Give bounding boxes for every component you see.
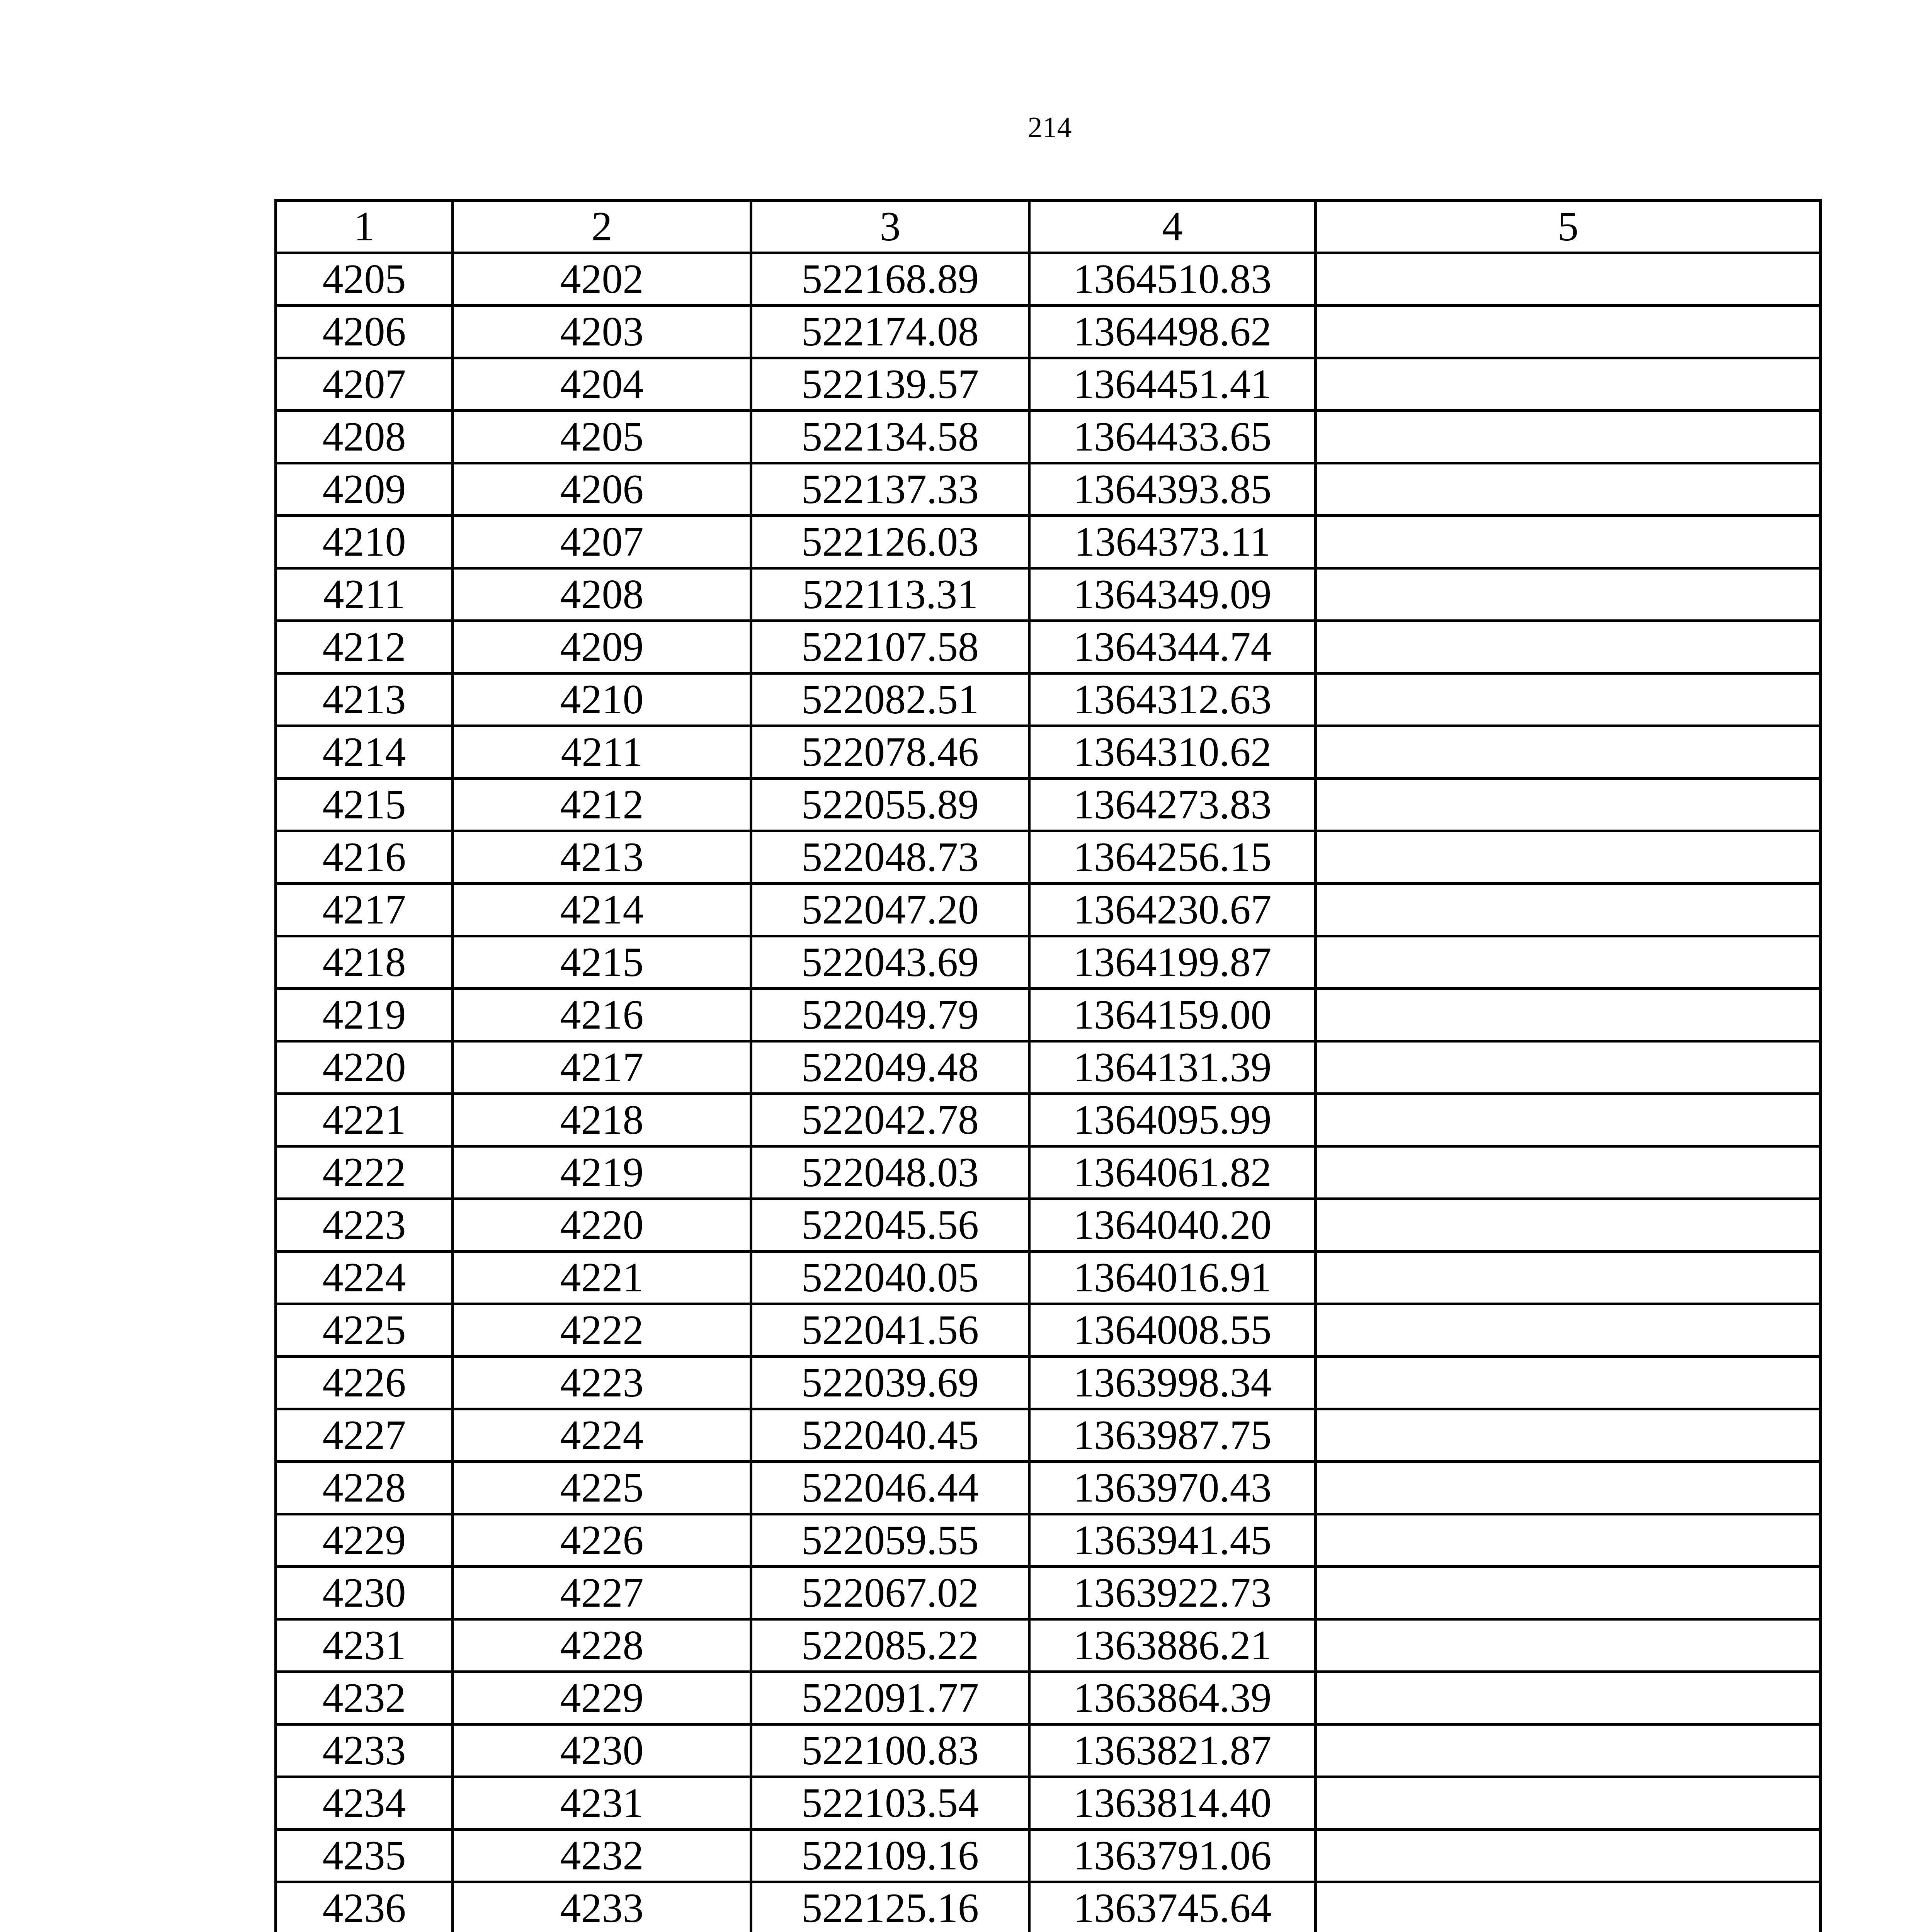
x-coordinate-cell: 522107.58 [751,621,1029,673]
point-number-cell: 4212 [276,621,453,673]
note-cell [1316,1567,1821,1619]
point-number-cell: 4234 [276,1777,453,1830]
x-coordinate-cell: 522039.69 [751,1357,1029,1409]
table-row [276,1146,1821,1199]
header-cell-col3: 3 [751,201,1029,253]
y-coordinate-cell: 1364312.63 [1029,673,1316,726]
y-coordinate-cell: 1364061.82 [1029,1146,1316,1199]
x-coordinate-cell: 522047.20 [751,884,1029,936]
note-cell [1316,1619,1821,1672]
ref-number-cell: 4225 [453,1462,751,1514]
point-number-cell: 4217 [276,884,453,936]
y-coordinate-cell: 1364008.55 [1029,1304,1316,1357]
table-row [276,463,1821,516]
page-number: 214 [1027,111,1072,144]
ref-number-cell: 4224 [453,1409,751,1462]
note-cell [1316,516,1821,568]
table-row [276,1304,1821,1357]
ref-number-cell: 4215 [453,936,751,989]
x-coordinate-cell: 522043.69 [751,936,1029,989]
point-number-cell: 4205 [276,253,453,306]
ref-number-cell: 4217 [453,1041,751,1094]
ref-number-cell: 4211 [453,726,751,779]
x-coordinate-cell: 522048.03 [751,1146,1029,1199]
ref-number-cell: 4205 [453,411,751,463]
note-cell [1316,726,1821,779]
point-number-cell: 4210 [276,516,453,568]
header-cell-col5: 5 [1316,201,1821,253]
table-row [276,1619,1821,1672]
ref-number-cell: 4230 [453,1725,751,1777]
point-number-cell: 4227 [276,1409,453,1462]
x-coordinate-cell: 522040.45 [751,1409,1029,1462]
table-row [276,1567,1821,1619]
x-coordinate-cell: 522139.57 [751,358,1029,411]
ref-number-cell: 4228 [453,1619,751,1672]
note-cell [1316,1672,1821,1725]
ref-number-cell: 4233 [453,1882,751,1932]
note-cell [1316,1304,1821,1357]
point-number-cell: 4236 [276,1882,453,1932]
x-coordinate-cell: 522134.58 [751,411,1029,463]
table-row [276,411,1821,463]
x-coordinate-cell: 522055.89 [751,779,1029,831]
x-coordinate-cell: 522041.56 [751,1304,1029,1357]
note-cell [1316,936,1821,989]
table-body [276,253,1821,1932]
note-cell [1316,358,1821,411]
note-cell [1316,1199,1821,1252]
table-row [276,1514,1821,1567]
x-coordinate-cell: 522059.55 [751,1514,1029,1567]
x-coordinate-cell: 522137.33 [751,463,1029,516]
point-number-cell: 4226 [276,1357,453,1409]
y-coordinate-cell: 1364016.91 [1029,1252,1316,1304]
note-cell [1316,463,1821,516]
y-coordinate-cell: 1364510.83 [1029,253,1316,306]
note-cell [1316,306,1821,358]
x-coordinate-cell: 522045.56 [751,1199,1029,1252]
note-cell [1316,253,1821,306]
ref-number-cell: 4216 [453,989,751,1041]
note-cell [1316,1462,1821,1514]
table-row [276,1462,1821,1514]
point-number-cell: 4231 [276,1619,453,1672]
point-number-cell: 4213 [276,673,453,726]
table-row [276,1041,1821,1094]
header-cell-col2: 2 [453,201,751,253]
table-row [276,936,1821,989]
ref-number-cell: 4220 [453,1199,751,1252]
ref-number-cell: 4219 [453,1146,751,1199]
y-coordinate-cell: 1364230.67 [1029,884,1316,936]
note-cell [1316,1725,1821,1777]
table-row [276,726,1821,779]
point-number-cell: 4214 [276,726,453,779]
table-row [276,1199,1821,1252]
point-number-cell: 4209 [276,463,453,516]
ref-number-cell: 4213 [453,831,751,884]
header-cell-col1: 1 [276,201,453,253]
note-cell [1316,1830,1821,1882]
table-row [276,568,1821,621]
table-row [276,831,1821,884]
y-coordinate-cell: 1364344.74 [1029,621,1316,673]
y-coordinate-cell: 1363745.64 [1029,1882,1316,1932]
ref-number-cell: 4212 [453,779,751,831]
table-row [276,1357,1821,1409]
y-coordinate-cell: 1363814.40 [1029,1777,1316,1830]
ref-number-cell: 4231 [453,1777,751,1830]
note-cell [1316,1882,1821,1932]
y-coordinate-cell: 1363922.73 [1029,1567,1316,1619]
note-cell [1316,1252,1821,1304]
point-number-cell: 4208 [276,411,453,463]
table-row [276,1252,1821,1304]
x-coordinate-cell: 522049.48 [751,1041,1029,1094]
note-cell [1316,1777,1821,1830]
note-cell [1316,621,1821,673]
ref-number-cell: 4214 [453,884,751,936]
y-coordinate-cell: 1364256.15 [1029,831,1316,884]
note-cell [1316,1357,1821,1409]
note-cell [1316,831,1821,884]
x-coordinate-cell: 522082.51 [751,673,1029,726]
x-coordinate-cell: 522100.83 [751,1725,1029,1777]
ref-number-cell: 4210 [453,673,751,726]
table-row [276,1830,1821,1882]
table-header [276,201,1821,253]
x-coordinate-cell: 522040.05 [751,1252,1029,1304]
x-coordinate-cell: 522126.03 [751,516,1029,568]
point-number-cell: 4233 [276,1725,453,1777]
ref-number-cell: 4207 [453,516,751,568]
x-coordinate-cell: 522078.46 [751,726,1029,779]
x-coordinate-cell: 522125.16 [751,1882,1029,1932]
y-coordinate-cell: 1363987.75 [1029,1409,1316,1462]
point-number-cell: 4218 [276,936,453,989]
ref-number-cell: 4202 [453,253,751,306]
note-cell [1316,1094,1821,1146]
x-coordinate-cell: 522049.79 [751,989,1029,1041]
ref-number-cell: 4221 [453,1252,751,1304]
y-coordinate-cell: 1363941.45 [1029,1514,1316,1567]
point-number-cell: 4224 [276,1252,453,1304]
table-row [276,253,1821,306]
x-coordinate-cell: 522091.77 [751,1672,1029,1725]
y-coordinate-cell: 1364433.65 [1029,411,1316,463]
note-cell [1316,989,1821,1041]
header-row [276,201,1821,253]
x-coordinate-cell: 522085.22 [751,1619,1029,1672]
point-number-cell: 4219 [276,989,453,1041]
x-coordinate-cell: 522048.73 [751,831,1029,884]
table-row [276,516,1821,568]
table-row [276,673,1821,726]
y-coordinate-cell: 1364498.62 [1029,306,1316,358]
note-cell [1316,1514,1821,1567]
y-coordinate-cell: 1363821.87 [1029,1725,1316,1777]
y-coordinate-cell: 1364159.00 [1029,989,1316,1041]
note-cell [1316,779,1821,831]
x-coordinate-cell: 522113.31 [751,568,1029,621]
x-coordinate-cell: 522103.54 [751,1777,1029,1830]
y-coordinate-cell: 1364095.99 [1029,1094,1316,1146]
y-coordinate-cell: 1363970.43 [1029,1462,1316,1514]
table-row [276,358,1821,411]
header-cell-col4: 4 [1029,201,1316,253]
point-number-cell: 4216 [276,831,453,884]
point-number-cell: 4232 [276,1672,453,1725]
ref-number-cell: 4218 [453,1094,751,1146]
note-cell [1316,673,1821,726]
table-row [276,989,1821,1041]
point-number-cell: 4228 [276,1462,453,1514]
point-number-cell: 4225 [276,1304,453,1357]
y-coordinate-cell: 1363791.06 [1029,1830,1316,1882]
table-row [276,621,1821,673]
point-number-cell: 4211 [276,568,453,621]
table-row [276,884,1821,936]
note-cell [1316,1409,1821,1462]
point-number-cell: 4223 [276,1199,453,1252]
y-coordinate-cell: 1363886.21 [1029,1619,1316,1672]
point-number-cell: 4222 [276,1146,453,1199]
y-coordinate-cell: 1364131.39 [1029,1041,1316,1094]
point-number-cell: 4207 [276,358,453,411]
note-cell [1316,1041,1821,1094]
ref-number-cell: 4229 [453,1672,751,1725]
note-cell [1316,411,1821,463]
ref-number-cell: 4232 [453,1830,751,1882]
point-number-cell: 4229 [276,1514,453,1567]
x-coordinate-cell: 522046.44 [751,1462,1029,1514]
y-coordinate-cell: 1364393.85 [1029,463,1316,516]
ref-number-cell: 4204 [453,358,751,411]
y-coordinate-cell: 1364373.11 [1029,516,1316,568]
point-number-cell: 4235 [276,1830,453,1882]
table-row [276,1672,1821,1725]
table-row [276,1094,1821,1146]
y-coordinate-cell: 1364349.09 [1029,568,1316,621]
ref-number-cell: 4226 [453,1514,751,1567]
table-row [276,306,1821,358]
coordinates-table [274,199,1822,1932]
y-coordinate-cell: 1363998.34 [1029,1357,1316,1409]
point-number-cell: 4215 [276,779,453,831]
table-row [276,1777,1821,1830]
y-coordinate-cell: 1364310.62 [1029,726,1316,779]
ref-number-cell: 4227 [453,1567,751,1619]
x-coordinate-cell: 522174.08 [751,306,1029,358]
note-cell [1316,568,1821,621]
y-coordinate-cell: 1363864.39 [1029,1672,1316,1725]
y-coordinate-cell: 1364273.83 [1029,779,1316,831]
x-coordinate-cell: 522168.89 [751,253,1029,306]
ref-number-cell: 4223 [453,1357,751,1409]
note-cell [1316,1146,1821,1199]
point-number-cell: 4206 [276,306,453,358]
ref-number-cell: 4222 [453,1304,751,1357]
table-row [276,1725,1821,1777]
ref-number-cell: 4208 [453,568,751,621]
ref-number-cell: 4206 [453,463,751,516]
x-coordinate-cell: 522067.02 [751,1567,1029,1619]
table-row [276,779,1821,831]
point-number-cell: 4221 [276,1094,453,1146]
y-coordinate-cell: 1364040.20 [1029,1199,1316,1252]
table-row [276,1882,1821,1932]
y-coordinate-cell: 1364451.41 [1029,358,1316,411]
ref-number-cell: 4203 [453,306,751,358]
x-coordinate-cell: 522042.78 [751,1094,1029,1146]
point-number-cell: 4220 [276,1041,453,1094]
point-number-cell: 4230 [276,1567,453,1619]
ref-number-cell: 4209 [453,621,751,673]
y-coordinate-cell: 1364199.87 [1029,936,1316,989]
note-cell [1316,884,1821,936]
table-row [276,1409,1821,1462]
x-coordinate-cell: 522109.16 [751,1830,1029,1882]
